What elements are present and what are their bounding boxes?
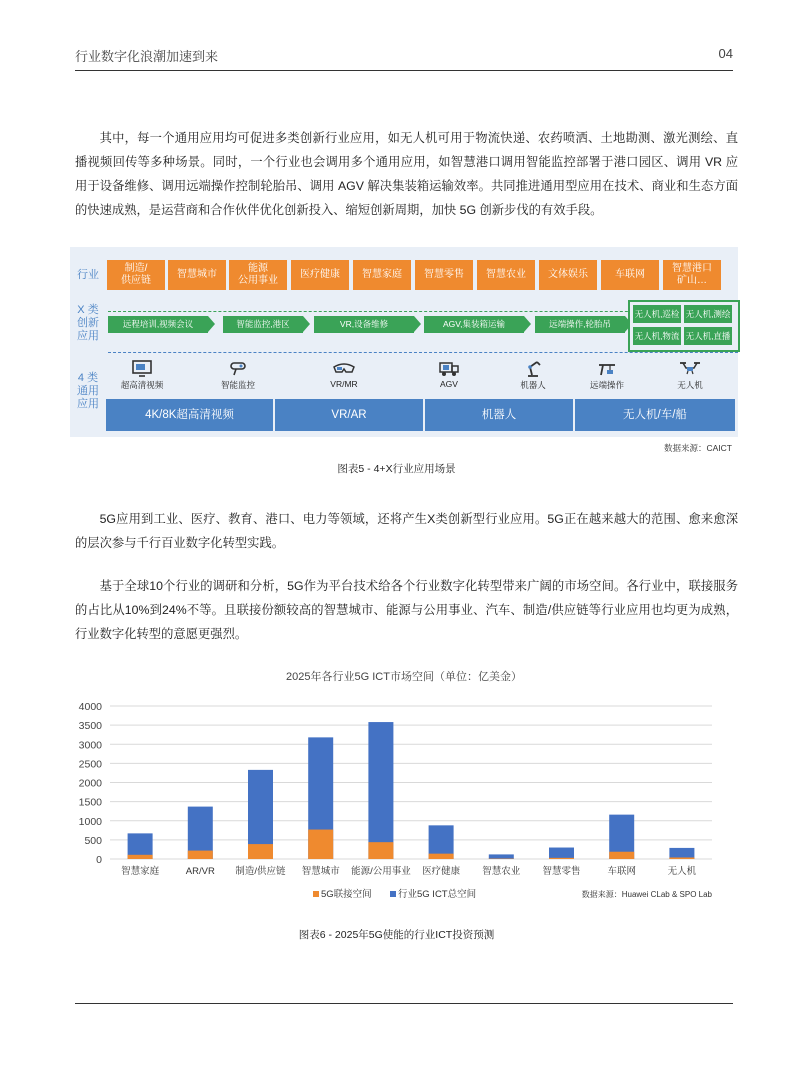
chart-title: 2025年各行业5G ICT市场空间（单位：亿美金）: [286, 671, 522, 683]
industry-box: 能源 公用事业: [229, 260, 287, 290]
footer-divider: [75, 1003, 733, 1004]
bar-connection: [188, 851, 213, 859]
industry-box: 智慧城市: [168, 260, 226, 290]
figure-4x-scenarios: [70, 247, 738, 437]
x-app-box: 智能监控,港区: [223, 316, 303, 333]
legend-label-total: 行业5G ICT总空间: [398, 889, 477, 900]
x-tick-label: 智慧零售: [542, 866, 581, 877]
agv-vehicle-icon: [438, 359, 460, 377]
row-label-general-apps: 4 类 通用 应用: [77, 372, 99, 410]
drone-app: 无人机,直播: [684, 327, 732, 345]
industry-box: 车联网: [601, 260, 659, 290]
x-app-box: 远端操作,轮胎吊: [535, 316, 625, 333]
paragraph-3: 基于全球10个行业的调研和分析，5G作为平台技术给各个行业数字化转型带来广阔的市场空间。各行业中，联接服务的占比从10%到24%不等。且联接份额较高的智慧城市、能源与公用事业、汽车、制造/供应链等行业应用也均更为成熟，行业数字化转型的意愿更强烈。: [75, 579, 738, 641]
drone-icon: [678, 359, 702, 377]
general-app-smart-monitoring: 智能监控: [203, 359, 273, 391]
bar-total: [368, 722, 393, 859]
legend-label-connection: 5G联接空间: [321, 889, 372, 900]
industry-box: 智慧农业: [477, 260, 535, 290]
row-label-x-apps: X 类 创新 应用: [77, 304, 99, 342]
paragraph-2: 5G应用到工业、医疗、教育、港口、电力等领域，还将产生X类创新型行业应用。5G正在越来越大的范围、愈来愈深的层次参与千行百业数字化转型实践。: [75, 512, 738, 550]
general-app-agv: AGV: [414, 359, 484, 389]
bar-connection: [368, 842, 393, 859]
y-tick-label: 500: [84, 834, 102, 847]
y-tick-label: 4000: [78, 701, 102, 713]
x-apps-divider: [108, 311, 668, 312]
x-app-arrow: [524, 316, 531, 332]
bar-connection: [429, 854, 454, 859]
bar-total: [669, 848, 694, 859]
general-app-remote-operation: 远端操作: [572, 359, 642, 391]
industry-box: 文体娱乐: [539, 260, 597, 290]
x-tick-label: 智慧城市: [301, 866, 340, 877]
x-app-box: AGV,集装箱运输: [424, 316, 524, 333]
monitor-icon: [132, 359, 152, 377]
vr-glasses-icon: [332, 359, 356, 377]
bar-connection: [669, 857, 694, 859]
y-tick-label: 1000: [78, 815, 102, 828]
x-tick-label: 无人机: [667, 866, 697, 877]
header-divider: [75, 70, 733, 71]
industry-box: 智慧零售: [415, 260, 473, 290]
x-tick-label: AR/VR: [185, 866, 215, 877]
bar-connection: [128, 855, 153, 859]
general-app-uhd-video: 超高清视频: [107, 359, 177, 391]
y-tick-label: 2000: [78, 777, 102, 790]
general-app-drone: 无人机: [655, 359, 725, 391]
figure6-source: 数据来源：Huawei CLab & SPO Lab: [581, 890, 712, 899]
bar-connection: [248, 844, 273, 859]
paragraph-1: 其中，每一个通用应用均可促进多类创新行业应用，如无人机可用于物流快递、农药喷洒、土地勘测、激光测绘、直播视频回传等多种场景。同时，一个行业也会调用多个通用应用，如智慧港口调用智能监控部署于港口园区、调用 VR 应用于设备维修、调用远端操作控制轮胎吊、调用 AGV 解决集装箱运输效率。共同推进通用型应用在技术、商业和生态方面的快速成熟，是运营商和合作伙伴优化创新投入、缩短创新周期，加快 5G 创新步伐的有效手段。: [75, 131, 738, 217]
bar-total: [549, 848, 574, 859]
x-tick-label: 车联网: [607, 866, 636, 877]
y-tick-label: 2500: [78, 758, 102, 771]
header-title: 行业数字化浪潮加速到来: [75, 49, 219, 64]
y-tick-label: 3500: [78, 720, 102, 733]
x-app-arrow: [414, 316, 421, 332]
drone-app-group: [628, 300, 740, 352]
x-app-box: 远程培训,视频会议: [108, 316, 208, 333]
x-app-box: VR,设备维修: [314, 316, 414, 333]
general-bar-robot: 机器人: [425, 399, 573, 431]
figure5-caption: 图表5 - 4+X行业应用场景: [337, 463, 456, 475]
page-number: 04: [718, 46, 733, 61]
drone-app: 无人机,物流: [633, 327, 681, 345]
industry-box: 制造/ 供应链: [107, 260, 165, 290]
x-tick-label: 医疗健康: [422, 866, 461, 877]
figure5-source: 数据来源：CAICT: [664, 443, 733, 453]
x-tick-label: 能源/公用事业: [351, 866, 411, 877]
y-tick-label: 1500: [78, 796, 102, 809]
x-tick-label: 制造/供应链: [235, 866, 286, 877]
x-app-arrow: [208, 316, 215, 332]
x-tick-label: 智慧农业: [482, 866, 521, 877]
industry-box: 智慧家庭: [353, 260, 411, 290]
general-bar-drone-vehicle-ship: 无人机/车/船: [575, 399, 735, 431]
industry-box: 智慧港口 矿山…: [663, 260, 721, 290]
drone-app: 无人机,巡检: [633, 305, 681, 323]
legend-swatch-total: [390, 891, 396, 897]
figure6-caption: 图表6 - 2025年5G使能的行业ICT投资预测: [298, 929, 495, 941]
general-app-robot: 机器人: [498, 359, 568, 391]
bar-connection: [549, 858, 574, 859]
bar-connection: [308, 830, 333, 859]
drone-app: 无人机,测绘: [684, 305, 732, 323]
x-app-arrow: [303, 316, 310, 332]
general-app-vr-mr: VR/MR: [309, 359, 379, 389]
page-header: [75, 46, 733, 68]
crane-icon: [596, 359, 618, 377]
bar-connection: [609, 852, 634, 859]
ict-market-chart: [70, 662, 738, 912]
x-tick-label: 智慧家庭: [121, 866, 160, 877]
y-tick-label: 3000: [78, 739, 102, 752]
bar-total: [489, 854, 514, 859]
industry-box: 医疗健康: [291, 260, 349, 290]
general-bar-vr-ar: VR/AR: [275, 399, 423, 431]
y-tick-label: 0: [96, 854, 102, 866]
row-label-industry: 行业: [77, 269, 99, 281]
general-bar-uhd-video: 4K/8K超高清视频: [106, 399, 273, 431]
camera-icon: [228, 359, 248, 377]
robot-arm-icon: [523, 359, 543, 377]
general-apps-divider: [108, 352, 738, 353]
legend-swatch-connection: [313, 891, 319, 897]
